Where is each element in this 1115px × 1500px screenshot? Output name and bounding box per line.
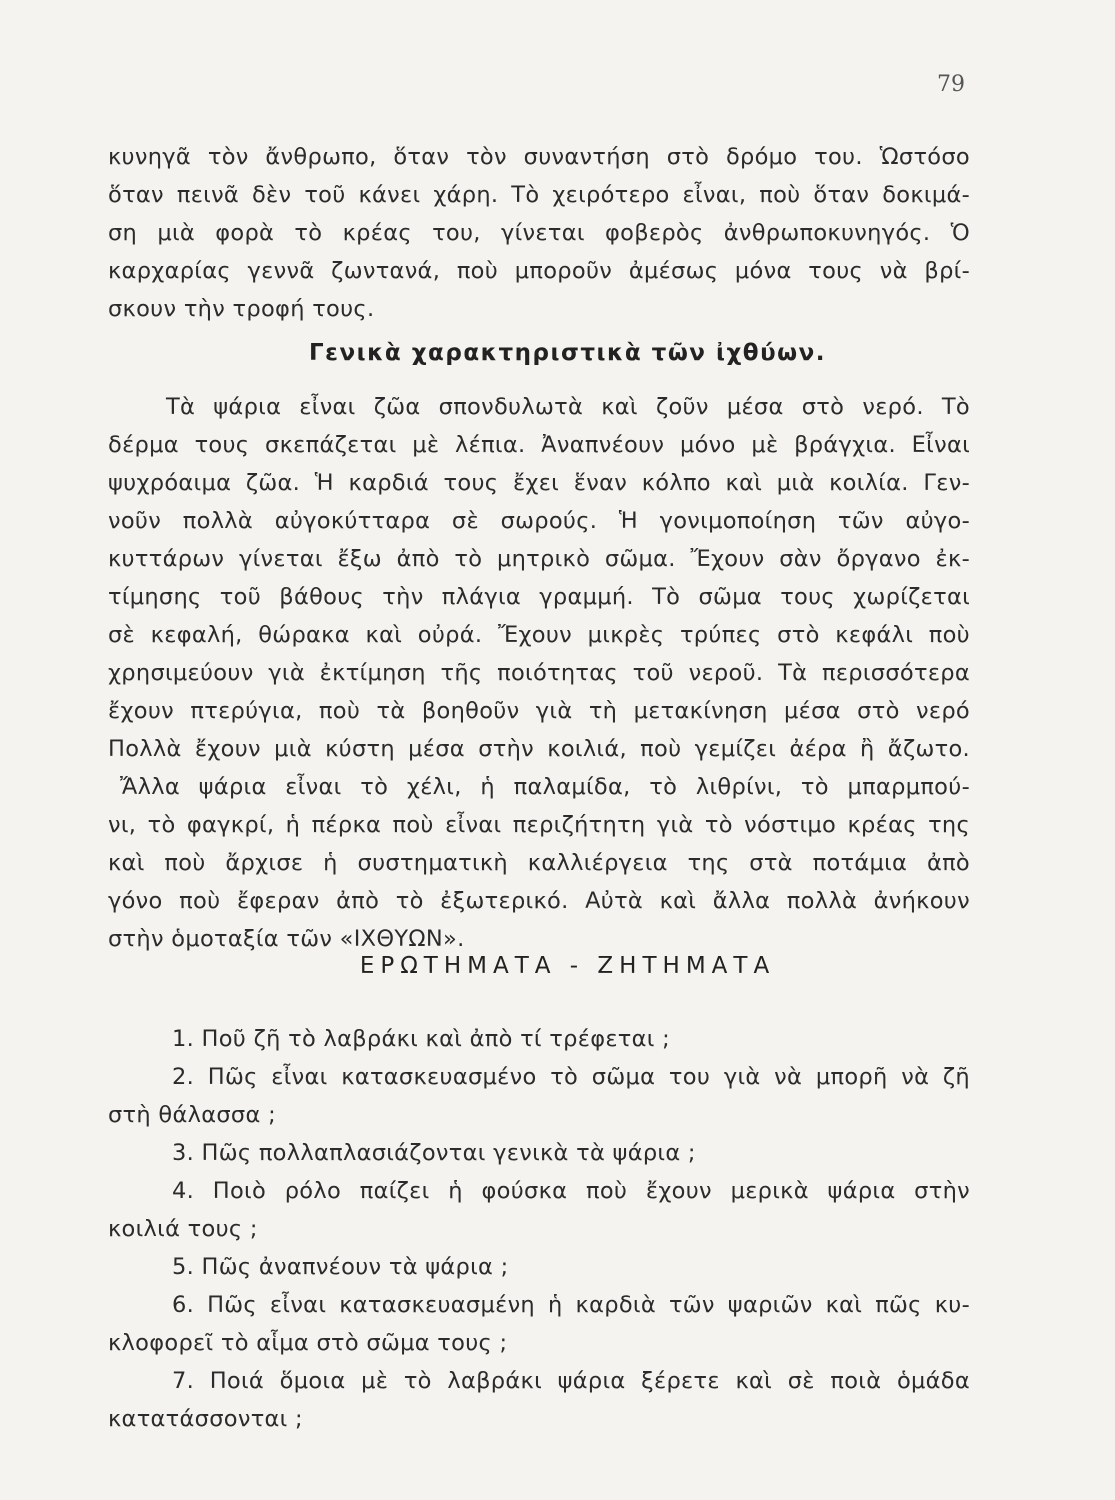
section-title: Γενικὰ χαρακτηριστικὰ τῶν ἰχθύων. [308, 340, 827, 366]
question-continuation: στὴ θάλασσα ; [108, 1102, 276, 1128]
species-line: στὴν ὁμοταξία τῶν «ΙΧΘΥΩΝ». [108, 926, 465, 952]
question-item: 5. Πῶς ἀναπνέουν τὰ ψάρια ; [172, 1254, 509, 1280]
question-item: 2. Πῶς εἶναι κατασκευασμένο τὸ σῶμα του γιὰ νὰ μπορῆ νὰ ζῆ [172, 1064, 970, 1090]
species-line: καὶ ποὺ ἄρχισε ἡ συστηματικὴ καλλιέργεια της στὰ ποτάμια ἀπὸ [108, 850, 970, 876]
characteristics-paragraph [108, 388, 970, 768]
characteristics-line: χρησιμεύουν γιὰ ἐκτίμηση τῆς ποιότητας τοῦ νεροῦ. Τὰ περισσότερα [108, 660, 970, 686]
intro-line: ὅταν πεινᾶ δὲν τοῦ κάνει χάρη. Τὸ χειρότερο εἶναι, ποὺ ὅταν δοκιμά- [108, 182, 970, 208]
questions-title: ΕΡΩΤΗΜΑΤΑ - ΖΗΤΗΜΑΤΑ [359, 953, 776, 979]
question-continuation: κοιλιά τους ; [108, 1216, 258, 1242]
intro-line: κυνηγᾶ τὸν ἄνθρωπο, ὅταν τὸν συναντήση στὸ δρόμο του. Ὡστόσο [108, 144, 970, 170]
characteristics-line: Τὰ ψάρια εἶναι ζῶα σπονδυλωτὰ καὶ ζοῦν μέσα στὸ νερό. Τὸ [166, 394, 970, 420]
question-continuation: κατατάσσονται ; [108, 1406, 303, 1432]
page-number: 79 [937, 72, 965, 97]
species-line: γόνο ποὺ ἔφεραν ἀπὸ τὸ ἐξωτερικό. Αὐτὰ καὶ ἄλλα πολλὰ ἀνήκουν [108, 888, 970, 914]
question-item: 6. Πῶς εἶναι κατασκευασμένη ἡ καρδιὰ τῶν ψαριῶν καὶ πῶς κυ- [172, 1292, 970, 1318]
species-line: νι, τὸ φαγκρί, ἡ πέρκα ποὺ εἶναι περιζήτητη γιὰ τὸ νόστιμο κρέας της [108, 812, 970, 838]
intro-line: σκουν τὴν τροφή τους. [108, 296, 375, 322]
intro-line: ση μιὰ φορὰ τὸ κρέας του, γίνεται φοβερὸς ἀνθρωποκυνηγός. Ὁ [108, 220, 970, 246]
characteristics-line: τίμησης τοῦ βάθους τὴν πλάγια γραμμή. Τὸ σῶμα τους χωρίζεται [108, 584, 970, 610]
question-item: 3. Πῶς πολλαπλασιάζονται γενικὰ τὰ ψάρια ; [172, 1140, 696, 1166]
characteristics-line: ἔχουν πτερύγια, ποὺ τὰ βοηθοῦν γιὰ τὴ μετακίνηση μέσα στὸ νερό [108, 698, 970, 724]
question-continuation: κλοφορεῖ τὸ αἷμα στὸ σῶμα τους ; [108, 1330, 508, 1356]
question-item: 7. Ποιά ὅμοια μὲ τὸ λαβράκι ψάρια ξέρετε καὶ σὲ ποιὰ ὁμάδα [172, 1368, 970, 1394]
characteristics-line: νοῦν πολλὰ αὐγοκύτταρα σὲ σωρούς. Ἡ γονιμοποίηση τῶν αὐγο- [108, 508, 970, 534]
questions-list [108, 1020, 970, 1438]
intro-line: καρχαρίας γεννᾶ ζωντανά, ποὺ μποροῦν ἀμέσως μόνα τους νὰ βρί- [108, 258, 970, 284]
characteristics-line: σὲ κεφαλή, θώρακα καὶ οὐρά. Ἔχουν μικρὲς τρύπες στὸ κεφάλι ποὺ [108, 622, 970, 648]
characteristics-line: ψυχρόαιμα ζῶα. Ἡ καρδιά τους ἔχει ἕναν κόλπο καὶ μιὰ κοιλία. Γεν- [108, 470, 970, 496]
characteristics-line: κυττάρων γίνεται ἔξω ἀπὸ τὸ μητρικὸ σῶμα. Ἔχουν σὰν ὄργανο ἐκ- [108, 546, 970, 572]
intro-paragraph [108, 138, 970, 328]
species-line: Ἄλλα ψάρια εἶναι τὸ χέλι, ἡ παλαμίδα, τὸ λιθρίνι, τὸ μπαρμπού- [120, 774, 970, 800]
question-item: 4. Ποιὸ ρόλο παίζει ἡ φούσκα ποὺ ἔχουν μερικὰ ψάρια στὴν [172, 1178, 970, 1204]
question-item: 1. Ποῦ ζῆ τὸ λαβράκι καὶ ἀπὸ τί τρέφεται ; [172, 1026, 671, 1052]
characteristics-line: Πολλὰ ἔχουν μιὰ κύστη μέσα στὴν κοιλιά, ποὺ γεμίζει ἀέρα ἢ ἄζωτο. [108, 736, 970, 762]
characteristics-line: δέρμα τους σκεπάζεται μὲ λέπια. Ἀναπνέουν μόνο μὲ βράγχια. Εἶναι [108, 432, 970, 458]
species-paragraph [108, 768, 970, 958]
